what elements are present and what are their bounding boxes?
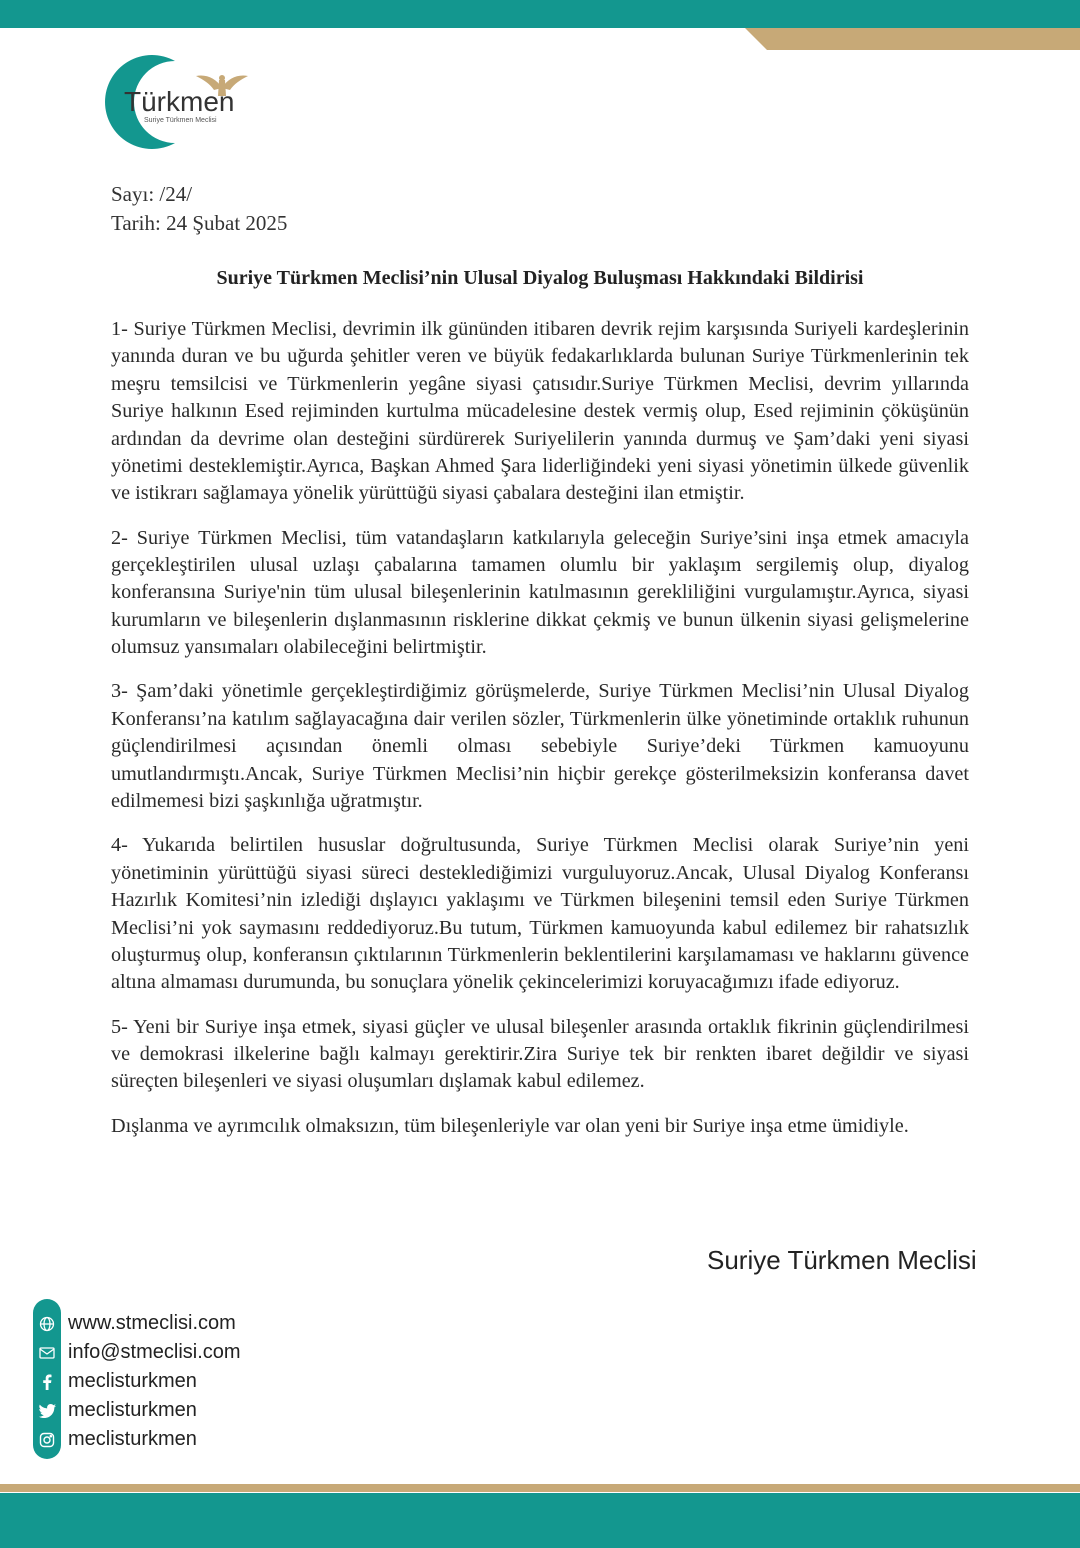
envelope-icon bbox=[36, 1342, 58, 1364]
closing-paragraph: Dışlanma ve ayrımcılık olmaksızın, tüm bileşenleriyle var olan yeni bir Suriye inşa etme ümidiyle. bbox=[111, 1114, 909, 1137]
twitter-icon bbox=[36, 1400, 58, 1422]
instagram-icon bbox=[36, 1429, 58, 1451]
bottom-teal-band bbox=[0, 1493, 1080, 1548]
turkmen-logo bbox=[92, 52, 262, 152]
signature: Suriye Türkmen Meclisi bbox=[707, 1245, 977, 1275]
logo-wordmark: Türkmen bbox=[124, 86, 235, 117]
top-teal-band bbox=[0, 0, 1080, 28]
document-meta bbox=[111, 180, 287, 238]
logo-subtitle: Suriye Türkmen Meclisi bbox=[144, 117, 217, 124]
bottom-gold-band bbox=[0, 1484, 1080, 1492]
website-link[interactable]: www.stmeclisi.com bbox=[68, 1312, 236, 1334]
instagram-link[interactable]: meclisturkmen bbox=[68, 1428, 197, 1450]
top-gold-band bbox=[745, 28, 1080, 50]
globe-icon bbox=[36, 1313, 58, 1335]
document-body bbox=[111, 316, 969, 1157]
facebook-icon bbox=[36, 1371, 58, 1393]
document-date: Tarih: 24 Şubat 2025 bbox=[111, 211, 288, 235]
document-title: Suriye Türkmen Meclisi’nin Ulusal Diyalog Buluşması Hakkındaki Bildirisi bbox=[216, 267, 864, 289]
paragraph: 3- Şam’daki yönetimle gerçekleştirdiğimiz görüşmelerde, Suriye Türkmen Meclisi’nin Ulusal Diyalog Konferansı’na katılım sağlayacağına dair verilen sözler, Türkmenlerin ülke yönetiminde ortaklık ruhunun güçlendirilmesi açısından önemli olması sebebiyle Suriye’deki Türkmen kamuoyunu umutlandırmıştı.Ancak, Suriye Türkmen Meclisi’nin hiçbir gerekçe gösterilmeksizin konferansa davet edilmemesi bizi şaşkınlığa uğratmıştır. bbox=[111, 680, 969, 813]
paragraph: 4- Yukarıda belirtilen hususlar doğrultusunda, Suriye Türkmen Meclisi olarak Suriye’nin yeni yönetiminin yürüttüğü siyasi süreci desteklediğimizi vurguluyoruz.Ancak, Ulusal Diyalog Konferansı Hazırlık Komitesi’nin izlediği dışlayıcı yaklaşımı ve Türkmen bileşenini temsil eden Suriye Türkmen Meclisi’ni yok saymasını reddediyoruz.Bu tutum, Türkmen kamuoyunda kabul edilemez bir rahatsızlık oluşturmuş olup, konferansın çıktılarının Türkmenlerin beklentilerini karşılamaması ve haklarını güvence altına almaması durumunda, bu sonuçlara yönelik çekincelerimizi koruyacağımızı ifade ediyoruz. bbox=[111, 834, 969, 994]
paragraph: 2- Suriye Türkmen Meclisi, tüm vatandaşların katkılarıyla geleceğin Suriye’sini inşa etmek amacıyla gerçekleştirilen ulusal uzlaşı çabalarına tamamen olumlu bir yaklaşım sergilemiş olup, diyalog konferansına Suriye'nin tüm ulusal bileşenlerinin katılmasının gerekliliğini vurgulamıştır.Ayrıca, siyasi kurumların ve bileşenlerin dışlanmasının risklerine dikkat çekmiş ve bunun ülkenin siyasi gelişmelerine olumsuz yansımaları olabileceğini belirtmiştir. bbox=[111, 526, 969, 659]
document-number: Sayı: /24/ bbox=[111, 182, 193, 206]
paragraph: 1- Suriye Türkmen Meclisi, devrimin ilk gününden itibaren devrik rejim karşısında Suriyeli kardeşlerinin yanında duran ve bu uğurda şehitler veren ve büyük fedakarlıklarda bulunan Suriye Türkmenlerinin tek meşru temsilcisi ve Türkmenlerin yegâne siyasi çatısıdır.Suriye Türkmen Meclisi, devrim yıllarında Suriye halkının Esed rejiminden kurtulma mücadelesine destek vermiş olup, Esed rejiminin çöküşünün ardından da devrime olan desteğini sürdürerek Suriyelilerin yanında durmuş ve Şam’daki yeni siyasi yönetimi desteklemiştir.Ayrıca, Başkan Ahmed Şara liderliğindeki yeni siyasi yönetimin ülkede güvenlik ve istikrarı sağlamaya yönelik yürüttüğü siyasi çabalara desteğini ilan etmiştir. bbox=[111, 318, 969, 505]
paragraph: 5- Yeni bir Suriye inşa etmek, siyasi güçler ve ulusal bileşenler arasında ortaklık fikrinin güçlendirilmesi ve demokrasi ilkelerine bağlı kalmayı gerektirir.Zira Suriye tek bir renkten ibaret değildir ve siyasi süreçten bileşenleri ve siyasi oluşumları dışlamak kabul edilemez. bbox=[111, 1015, 969, 1093]
email-link[interactable]: info@stmeclisi.com bbox=[68, 1341, 241, 1363]
facebook-link[interactable]: meclisturkmen bbox=[68, 1370, 197, 1392]
twitter-link[interactable]: meclisturkmen bbox=[68, 1399, 197, 1421]
